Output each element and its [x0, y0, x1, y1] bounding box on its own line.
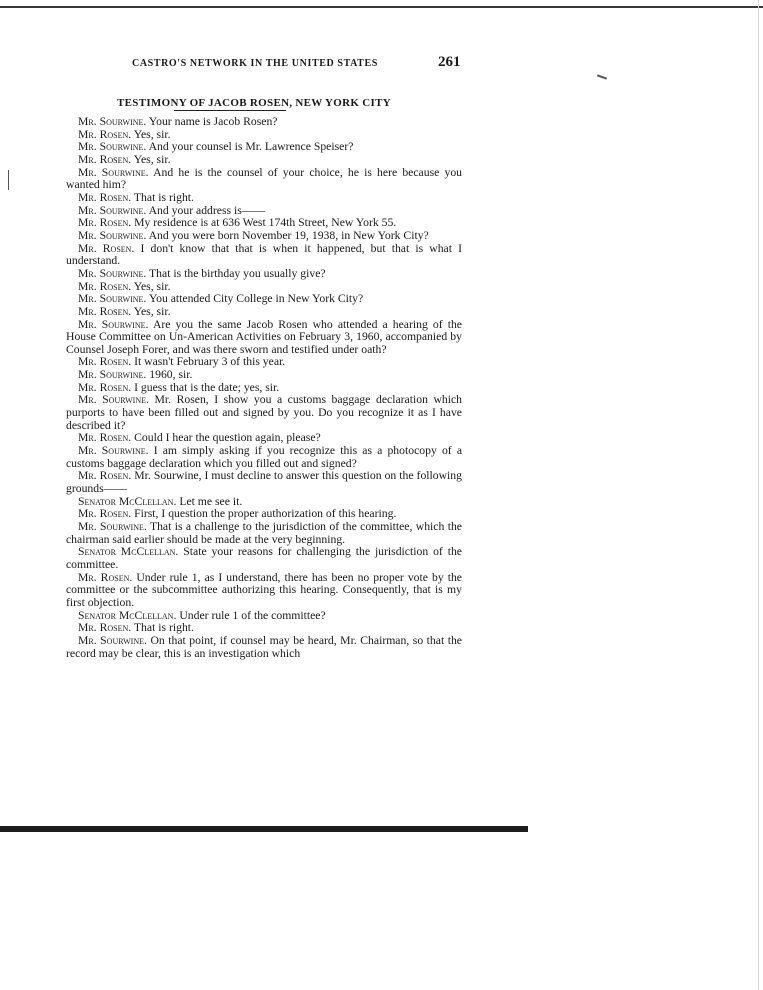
- speaker-name: Mr. Sourwine.: [78, 266, 147, 280]
- scan-margin-mark: [8, 170, 9, 190]
- speech-text: Yes, sir.: [133, 152, 171, 166]
- dialogue-line: [66, 167, 462, 192]
- speaker-name: Mr. Rosen.: [78, 241, 135, 255]
- speech-text: Mr. Sourwine, I must decline to answer this question on the following grounds——: [66, 469, 462, 496]
- scan-right-edge: [758, 0, 759, 990]
- speaker-name: Mr. Sourwine.: [78, 292, 147, 306]
- speaker-name: Mr. Rosen.: [78, 304, 132, 318]
- dialogue-line: [66, 521, 462, 546]
- speech-text: Yes, sir.: [133, 279, 171, 293]
- speech-text: Under rule 1, as I understand, there has been no proper vote by the committee or the subcommittee authorizing this hearing. Consequently, that is my first objection.: [66, 570, 462, 609]
- speaker-name: Mr. Sourwine.: [78, 393, 149, 407]
- speaker-name: Mr. Rosen.: [78, 216, 132, 230]
- speech-text: Yes, sir.: [133, 304, 171, 318]
- dialogue-line: [66, 546, 462, 571]
- speaker-name: Mr. Sourwine.: [78, 165, 149, 179]
- dialogue-line: [66, 635, 462, 660]
- speech-text: And your counsel is Mr. Lawrence Speiser?: [148, 140, 354, 154]
- speech-text: State your reasons for challenging the jurisdiction of the committee.: [66, 545, 462, 571]
- dialogue-line: [66, 470, 462, 495]
- speech-text: That is right.: [133, 190, 194, 204]
- speaker-name: Mr. Rosen.: [78, 127, 132, 141]
- speaker-name: Mr. Rosen.: [78, 152, 132, 166]
- speech-text: And he is the counsel of your choice, he is here because you wanted him?: [66, 165, 463, 192]
- speech-text: I am simply asking if you recognize this as a photocopy of a customs baggage declaration which you filled out and signed?: [66, 444, 463, 470]
- speaker-name: Mr. Sourwine.: [78, 520, 147, 533]
- speaker-name: Mr. Sourwine.: [78, 633, 147, 647]
- speech-text: And you were born November 19, 1938, in New York City?: [148, 228, 429, 242]
- dialogue-line: [66, 445, 462, 470]
- speaker-name: Mr. Sourwine.: [78, 228, 147, 242]
- speaker-name: Mr. Rosen.: [78, 469, 132, 483]
- speech-text: On that point, if counsel may be heard, Mr. Chairman, so that the record may be clear, this is an investigation which: [66, 633, 462, 660]
- speech-text: You attended City College in New York City?: [148, 292, 364, 306]
- speech-text: That is a challenge to the jurisdiction of the committee, which the chairman said earlier should be made at the very beginning.: [66, 520, 462, 546]
- speaker-name: Mr. Rosen.: [78, 431, 132, 445]
- speech-text: 1960, sir.: [149, 368, 193, 382]
- scan-speck: [597, 74, 607, 79]
- speech-text: Under rule 1 of the committee?: [179, 608, 326, 622]
- speech-text: Your name is Jacob Rosen?: [148, 115, 278, 128]
- speech-text: I don't know that that is when it happened, but that is what I understand.: [66, 241, 462, 268]
- speech-text: That is right.: [133, 621, 194, 635]
- speaker-name: Mr. Rosen.: [78, 190, 132, 204]
- running-head: CASTRO'S NETWORK IN THE UNITED STATES: [132, 58, 378, 69]
- dialogue-line: [66, 572, 462, 610]
- speech-text: Let me see it.: [179, 494, 243, 508]
- speaker-name: Mr. Sourwine.: [78, 203, 147, 217]
- speaker-name: Mr. Rosen.: [78, 355, 132, 369]
- speaker-name: Mr. Sourwine.: [78, 317, 149, 331]
- speaker-name: Mr. Sourwine.: [78, 368, 147, 382]
- speech-text: Mr. Rosen, I show you a customs baggage declaration which purports to have been filled out and signed by you. Do you recognize it as I have described it?: [66, 393, 463, 432]
- speaker-name: Mr. Rosen.: [78, 507, 132, 521]
- dialogue-line: [66, 319, 462, 357]
- dialogue-line: [66, 394, 462, 432]
- speaker-name: Mr. Sourwine.: [78, 444, 149, 458]
- testimony-body: [66, 116, 462, 660]
- title-underline: [174, 110, 286, 111]
- page-number: 261: [438, 54, 461, 70]
- speech-text: My residence is at 636 West 174th Street, New York 55.: [134, 216, 397, 230]
- speech-text: Could I hear the question again, please?: [134, 431, 321, 445]
- speaker-name: Mr. Rosen.: [78, 570, 133, 584]
- speech-text: It wasn't February 3 of this year.: [134, 355, 286, 369]
- dialogue-line: [66, 243, 462, 268]
- speaker-name: Senator McClellan.: [78, 494, 177, 508]
- speech-text: And your address is——: [148, 203, 266, 217]
- scan-top-edge: [0, 6, 763, 8]
- speech-text: Are you the same Jacob Rosen who attended a hearing of the House Committee on Un-American Activities on February 3, 1960, accompanied by Counsel Joseph Forer, and was there sworn and testified under oath?: [66, 317, 462, 356]
- speech-text: I guess that is the date; yes, sir.: [134, 380, 280, 394]
- speaker-name: Mr. Rosen.: [78, 380, 132, 394]
- section-title: TESTIMONY OF JACOB ROSEN, NEW YORK CITY: [117, 97, 392, 109]
- speech-text: That is the birthday you usually give?: [149, 266, 326, 280]
- speaker-name: Mr. Sourwine.: [78, 115, 147, 128]
- speaker-name: Senator McClellan.: [78, 545, 179, 559]
- speaker-name: Mr. Sourwine.: [78, 140, 147, 154]
- speaker-name: Mr. Rosen.: [78, 279, 132, 293]
- speaker-name: Mr. Rosen.: [78, 621, 132, 635]
- speaker-name: Senator McClellan.: [78, 608, 177, 622]
- speech-text: First, I question the proper authorization of this hearing.: [134, 507, 397, 521]
- scan-bottom-edge: [0, 826, 528, 832]
- speech-text: Yes, sir.: [133, 127, 171, 141]
